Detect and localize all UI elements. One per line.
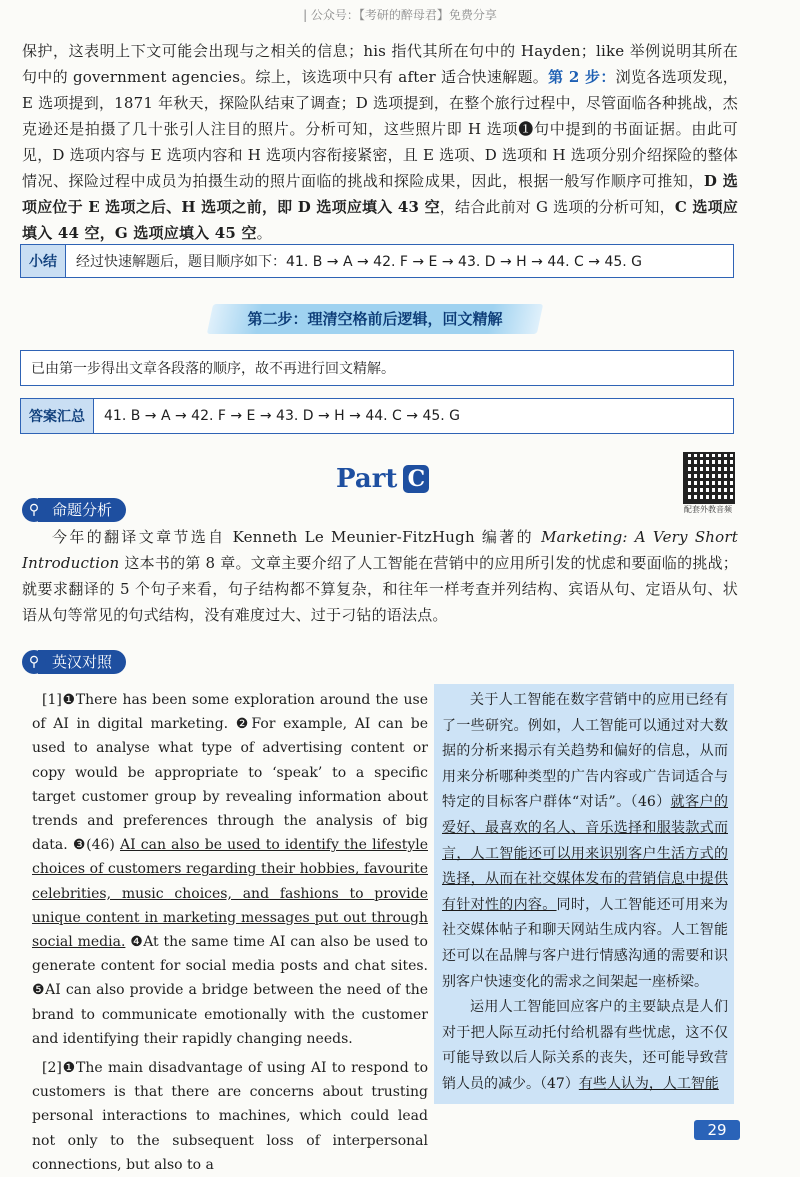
qr-code-icon[interactable] (683, 452, 735, 504)
english-paragraph-1 (32, 688, 428, 1051)
chinese-paragraph-1 (442, 688, 728, 995)
analysis-text-b: 这本书的第 8 章。文章主要介绍了人工智能在营销中的应用所引发的忧虑和要面临的挑战；就要求翻译的 5 个句子来看，句子结构都不算复杂，和往年一样考查并列结构、宾语从句、定语从句、状语从句等常见的句式结构，没有难度过大、过于刁钻的语法点。 (22, 554, 738, 624)
search-icon: ⚲ (22, 650, 46, 674)
cn-p2-a: 运用人工智能回应客户的主要缺点是人们对于把人际互动托付给机器有些忧虑，这不仅可能导致以后人际关系的丧失，还可能导致营销人员的减少。（47） (442, 999, 728, 1092)
section-analysis-heading (22, 498, 126, 522)
section-analysis-label: 命题分析 (38, 498, 126, 522)
cn-p1-b: 同时，人工智能还可用来为社交媒体帖子和聊天网站生成内容。人工智能还可以在品牌与客户进行情感沟通的需要和识别客户快速变化的需求之间架起一座桥梁。 (442, 896, 729, 990)
qr-caption: 配套外教音频 (684, 505, 732, 514)
step2-banner: 第二步：理清空格前后逻辑，回文精解 (247, 310, 503, 328)
answer-box (20, 398, 734, 434)
intro-bold-2: C 选项应填入 44 空，G 选项应填入 45 空 (22, 198, 738, 242)
step2-label: 第 2 步： (548, 68, 616, 86)
answer-tag: 答案汇总 (21, 399, 94, 433)
summary-text: 经过快速解题后，题目顺序如下：41. B → A → 42. F → E → 43. D → H → 44. C → 45. G (76, 254, 643, 270)
summary-tag: 小结 (21, 245, 66, 277)
english-column (32, 688, 428, 1177)
intro-text-end: 。 (256, 224, 272, 242)
page-number: 29 (694, 1120, 740, 1140)
book-title: Marketing: A Very Short Introduction (22, 528, 738, 572)
section-bilingual-label: 英汉对照 (38, 650, 126, 674)
en-p1-underlined: AI can also be used to identify the lifestyle choices of customers regarding their hobbies, favourite celebrities, music choices, and fashions to provide unique content in marketing messages put out through social media. (32, 837, 428, 951)
intro-text-b: 浏览各选项发现，E 选项提到，1871 年秋天，探险队结束了调查；D 选项提到，在整个旅行过程中，尽管面临各种挑战，杰克逊还是拍摄了几十张引人注目的照片。分析可知，这些照片即 H 选项❶句中提到的书面证据。由此可见，D 选项内容与 E 选项内容和 H 选项内容衔接紧密，且 E 选项、D 选项和 H 选项分别介绍探险的整体情况、探险过程中成员为拍摄生动的照片面临的挑战和探险成果，因此，根据一般写作顺序可推知， (22, 68, 738, 190)
cn-p1-a: 关于人工智能在数字营销中的应用已经有了一些研究。例如，人工智能可以通过对大数据的分析来揭示有关趋势和偏好的信息，从而用来分析哪种类型的广告内容或广告词适合与特定的目标客户群体“对话”。（46） (442, 692, 728, 811)
summary-box (20, 244, 734, 278)
cn-p1-underlined: 就客户的爱好、最喜欢的名人、音乐选择和服装款式而言，人工智能还可以用来识别客户生活方式的选择，从而在社交媒体发布的营销信息中提供有针对性的内容。 (442, 794, 729, 913)
answer-text: 41. B → A → 42. F → E → 43. D → H → 44. C → 45. G (104, 408, 461, 424)
note-box (20, 350, 734, 386)
chinese-paragraph-2 (442, 995, 728, 1097)
chinese-column (434, 684, 734, 1104)
intro-paragraph (22, 38, 738, 246)
analysis-text-a: 今年的翻译文章节选自 Kenneth Le Meunier-FitzHugh 编著的 (52, 528, 542, 546)
english-paragraph-2: [2]❶The main disadvantage of using AI to respond to customers is that there are concerns about trusting personal interactions to machines, which could lead not only to the subsequent loss of interpersonal connections, but also to a (32, 1060, 428, 1173)
analysis-paragraph (22, 524, 738, 628)
en-p1-a: [1]❶There has been some exploration around the use of AI in digital marketing. ❷For example, AI can be used to analyse what type of advertising content or copy would be appropriate to ‘speak’ to a specific target customer group by revealing information about trends and preferences through the analysis of big data. ❸(46) (32, 692, 428, 854)
part-heading (336, 464, 429, 494)
part-letter-badge: C (403, 465, 429, 493)
en-p1-b: ❹At the same time AI can also be used to generate content for social media posts and chat sites. ❺AI can also provide a bridge between the need of the brand to communicate emotionally with the customer and identifying their rapidly changing needs. (32, 934, 428, 1047)
intro-bold-1: D 选项应位于 E 选项之后、H 选项之前，即 D 选项应填入 43 空 (22, 172, 738, 216)
watermark-text: | 公众号：【考研的醉母君】免费分享 (303, 8, 497, 22)
cn-p2-underlined: 有些人认为，人工智能 (578, 1075, 719, 1092)
intro-text-a: 保护，这表明上下文可能会出现与之相关的信息；his 指代其所在句中的 Hayden；like 举例说明其所在句中的 government agencies。综上，该选项中只有 after 适合快速解题。 (22, 42, 738, 86)
search-icon: ⚲ (22, 498, 46, 522)
note-text: 已由第一步得出文章各段落的顺序，故不再进行回文精解。 (31, 361, 395, 377)
part-title-text: Part (336, 464, 398, 494)
intro-text-c: ，结合此前对 G 选项的分析可知， (439, 198, 675, 216)
section-bilingual-heading (22, 650, 126, 674)
